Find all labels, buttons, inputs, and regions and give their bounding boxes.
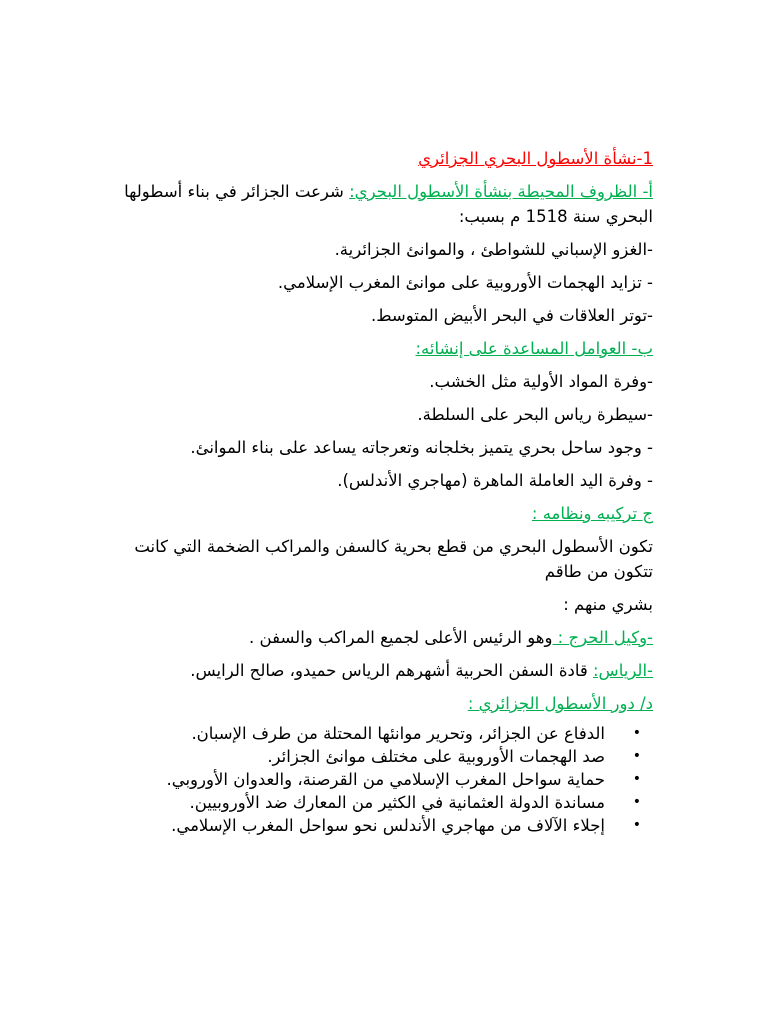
section-a-item: -توتر العلاقات في البحر الأبيض المتوسط. bbox=[370, 306, 653, 325]
list-item-text: حماية سواحل المغرب الإسلامي من القرصنة، والعدوان الأوروبي. bbox=[166, 770, 605, 789]
section-c-crew-line: بشري منهم : bbox=[563, 595, 653, 614]
list-item-text: مساندة الدولة العثمانية في الكثير من المعارك ضد الأوروبيين. bbox=[189, 793, 605, 812]
section-b-item: - وفرة اليد العاملة الماهرة (مهاجري الأندلس). bbox=[337, 471, 653, 490]
section-d-heading: د/ دور الأسطول الجزائري : bbox=[467, 694, 653, 713]
section-a-heading: أ- الظروف المحيطة بنشأة الأسطول البحري: bbox=[349, 182, 653, 201]
section-c-paragraph: تكون الأسطول البحري من قطع بحرية كالسفن والمراكب الضخمة التي كانت تتكون من طاقم bbox=[134, 537, 653, 581]
section-c-heading: ج تركيبه ونظامه : bbox=[531, 504, 653, 523]
section-c-wakil-line bbox=[112, 625, 653, 650]
section-b-item: -سيطرة رياس البحر على السلطة. bbox=[417, 405, 653, 424]
bullet-icon: • bbox=[632, 748, 641, 764]
bullet-icon: • bbox=[632, 771, 641, 787]
list-item bbox=[112, 768, 653, 791]
wakil-label: -وكيل الحرج : bbox=[552, 628, 653, 647]
list-item-text: صد الهجمات الأوروبية على مختلف موانئ الجزائر. bbox=[267, 747, 605, 766]
section-b-item: - وجود ساحل بحري يتميز بخلجانه وتعرجاته يساعد على بناء الموانئ. bbox=[190, 438, 653, 457]
bullet-icon: • bbox=[632, 725, 641, 741]
rais-label: -الرياس: bbox=[593, 661, 653, 680]
document-page bbox=[112, 146, 653, 837]
list-item bbox=[112, 814, 653, 837]
list-item-text: إجلاء الآلاف من مهاجري الأندلس نحو سواحل المغرب الإسلامي. bbox=[171, 816, 605, 835]
document-title: 1-نشأة الأسطول البحري الجزائري bbox=[418, 149, 653, 168]
section-a-paragraph bbox=[112, 179, 653, 229]
section-a-text: شرعت الجزائر في بناء أسطولها البحري سنة 1518 م بسبب: bbox=[124, 182, 653, 226]
section-a-item: -الغزو الإسباني للشواطئ ، والموانئ الجزائرية. bbox=[334, 240, 653, 259]
list-item bbox=[112, 722, 653, 745]
list-item bbox=[112, 745, 653, 768]
section-b-item: -وفرة المواد الأولية مثل الخشب. bbox=[429, 372, 653, 391]
section-b-heading: ب- العوامل المساعدة على إنشائه: bbox=[415, 339, 653, 358]
section-a-item: - تزايد الهجمات الأوروبية على موانئ المغرب الإسلامي. bbox=[277, 273, 653, 292]
section-d-list bbox=[112, 722, 653, 837]
list-item-text: الدفاع عن الجزائر، وتحرير موانئها المحتلة من طرف الإسبان. bbox=[191, 724, 605, 743]
wakil-text: وهو الرئيس الأعلى لجميع المراكب والسفن . bbox=[249, 628, 553, 647]
list-item bbox=[112, 791, 653, 814]
section-c-rais-line bbox=[112, 658, 653, 683]
bullet-icon: • bbox=[632, 794, 641, 810]
bullet-icon: • bbox=[632, 817, 641, 833]
rais-text: قادة السفن الحربية أشهرهم الرياس حميدو، صالح الرايس. bbox=[190, 661, 593, 680]
